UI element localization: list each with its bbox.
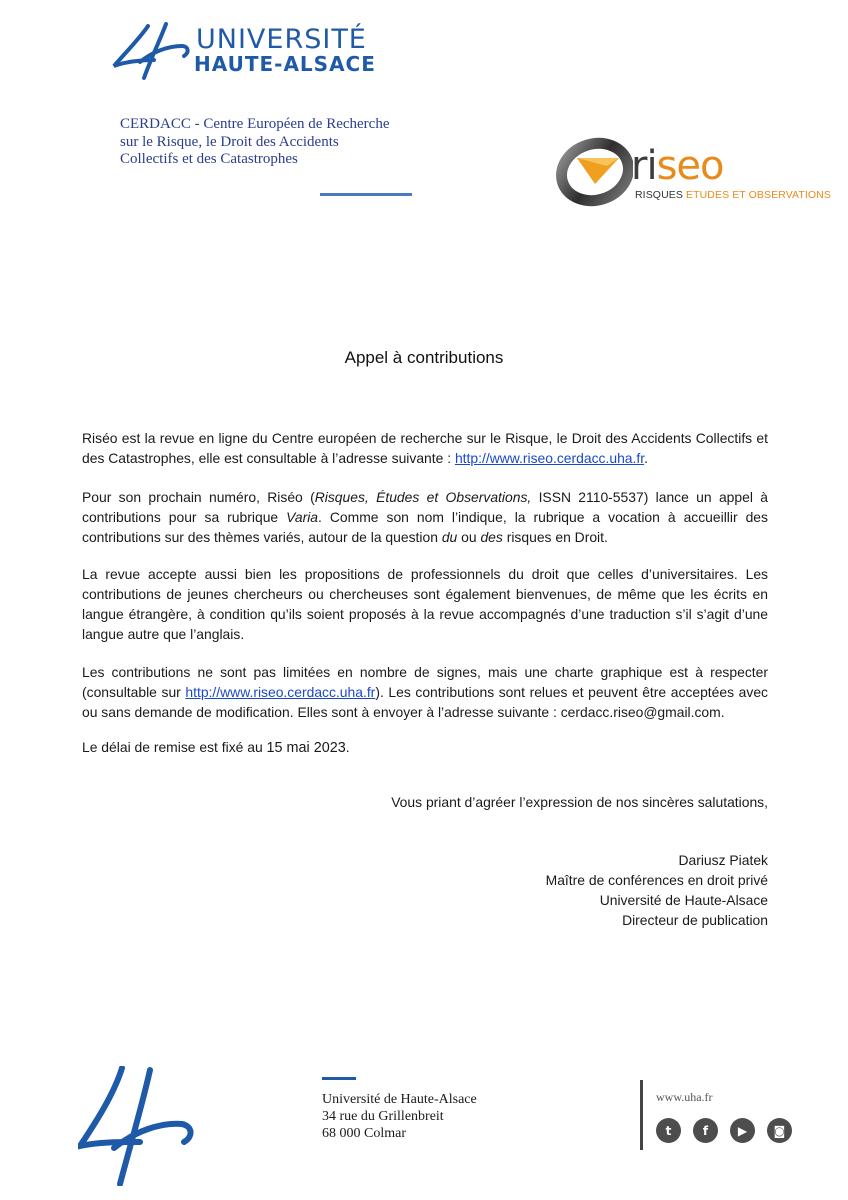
- paragraph-intro: [82, 428, 768, 468]
- text: Riséo est la revue en ligne du Centre européen de recherche sur le Risque, le Droit des Accidents Collectifs et des Catastrophes, elle est consultable à l’adresse suivante :: [82, 430, 768, 466]
- text: Les contributions ne sont pas limitées en nombre de signes, mais une charte graphique est à respecter (consultable sur: [82, 664, 768, 700]
- riseo-ring-icon: [555, 132, 633, 212]
- riseo-word-seo: seo: [656, 143, 724, 189]
- signature-block: [450, 850, 768, 930]
- salutation: Vous priant d’agréer l’expression de nos sincères salutations,: [391, 794, 768, 810]
- footer-vertical-bar: [640, 1080, 643, 1150]
- text: Le délai de remise est fixé au: [82, 739, 267, 755]
- riseo-tagline: [635, 189, 831, 201]
- uha-footer-mark-icon: [78, 1066, 198, 1186]
- signature-title: Directeur de publication: [622, 912, 768, 928]
- signature-institution: Université de Haute-Alsace: [599, 892, 768, 908]
- riseo-charter-link[interactable]: http://www.riseo.cerdacc.uha.fr: [185, 684, 376, 700]
- facebook-icon[interactable]: f: [693, 1118, 718, 1143]
- riseo-wordmark: [631, 143, 724, 189]
- text: ). Les contributions sont relues et peuvent être acceptées avec ou sans demande de modification. Elles sont à envoyer à l’adresse suivante : cerdacc.riseo@gmail.com.: [82, 684, 768, 720]
- text: risques en Droit.: [502, 529, 608, 545]
- riseo-word-ri: ri: [631, 143, 657, 189]
- social-links: [656, 1118, 792, 1143]
- cerdacc-line: Collectifs et des Catastrophes: [120, 151, 298, 167]
- emphasis: des: [480, 529, 503, 545]
- riseo-tag-etudes: ETUDES ET OBSERVATIONS: [686, 189, 831, 201]
- website-link[interactable]: www.uha.fr: [656, 1090, 713, 1104]
- emphasis: du: [441, 529, 458, 545]
- riseo-link[interactable]: http://www.riseo.cerdacc.uha.fr: [454, 450, 645, 466]
- header-divider: [320, 193, 412, 196]
- emphasis: Risques, Études et Observations,: [314, 489, 532, 505]
- uha-name-line2: HAUTE-ALSACE: [194, 52, 376, 76]
- riseo-tag-risques: RISQUES: [635, 189, 683, 201]
- uha-logo: [110, 22, 430, 82]
- instagram-icon[interactable]: ◙: [767, 1118, 792, 1143]
- paragraph-guidelines: [82, 662, 768, 722]
- riseo-logo: [555, 132, 831, 217]
- youtube-icon[interactable]: ▶: [730, 1118, 755, 1143]
- paragraph-acceptance: La revue accepte aussi bien les propositions de professionnels du droit que celles d’universitaires. Les contributions de jeunes chercheurs ou chercheuses sont également bienvenues, de même que les écrits en langue étrangère, à condition qu’ils soient proposés à la revue accompagnés d’une traduction s’il s’agit d’une langue autre que l’anglais.: [82, 566, 768, 642]
- uha-name-line1: UNIVERSITÉ: [196, 24, 367, 55]
- text: ou: [457, 529, 481, 545]
- paragraph-call: [82, 487, 768, 547]
- emphasis: Varia: [286, 509, 319, 525]
- text: ISSN 2110-5537) lance un appel à contributions pour sa rubrique: [82, 489, 768, 525]
- uha-mark-icon: [110, 22, 194, 82]
- page-title: Appel à contributions: [344, 348, 504, 367]
- text: .: [345, 739, 350, 755]
- paragraph-deadline: [82, 737, 768, 758]
- address-line: Université de Haute-Alsace: [322, 1092, 477, 1107]
- text: . Comme son nom l’indique, la rubrique a vocation à accueillir des contributions sur des thèmes variés, autour de la question: [82, 509, 768, 545]
- cerdacc-line: CERDACC - Centre Européen de Recherche: [120, 116, 390, 132]
- deadline-date: 15 mai 2023: [266, 740, 346, 756]
- text: Pour son prochain numéro, Riséo (: [82, 489, 315, 505]
- address-line: 34 rue du Grillenbreit: [322, 1109, 444, 1124]
- cerdacc-heading: [120, 116, 420, 169]
- footer-address: [322, 1091, 477, 1142]
- address-line: 68 000 Colmar: [322, 1126, 406, 1141]
- twitter-icon[interactable]: t: [656, 1118, 681, 1143]
- signature-role: Maître de conférences en droit privé: [545, 872, 768, 888]
- footer-divider: [322, 1077, 356, 1080]
- text: .: [644, 450, 648, 466]
- cerdacc-line: sur le Risque, le Droit des Accidents: [120, 133, 339, 150]
- signature-name: Dariusz Piatek: [678, 852, 768, 868]
